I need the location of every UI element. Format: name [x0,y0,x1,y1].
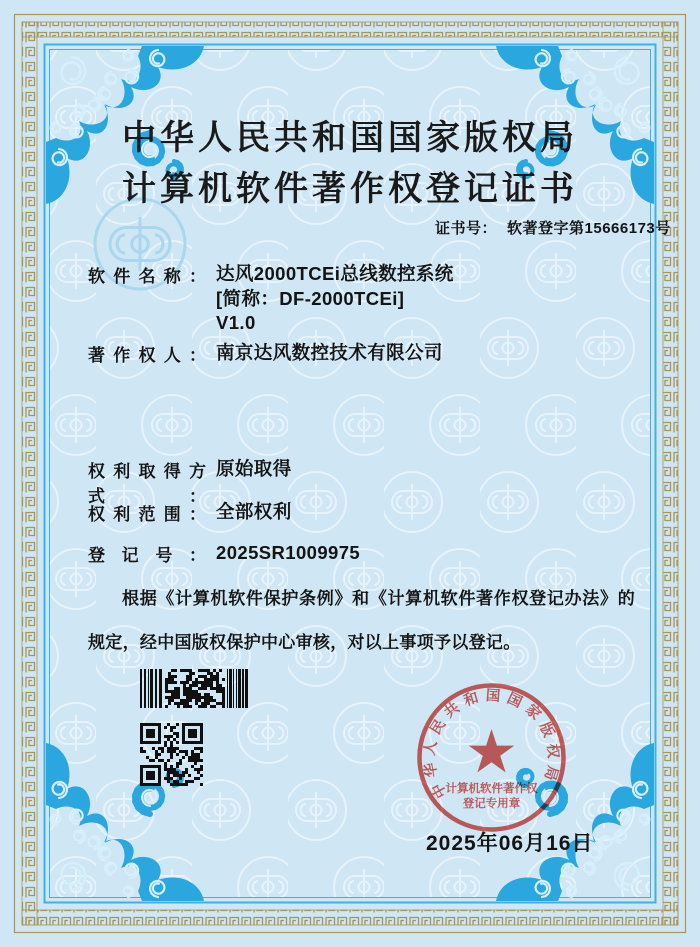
official-red-seal [414,680,569,835]
title-line-2: 计算机软件著作权登记证书 [122,171,578,208]
field-value [216,500,292,525]
field-rights-scope [88,500,292,525]
field-label: 著作权人： [88,346,206,365]
qr-code-icon [140,723,203,786]
barcode-icon [140,669,248,708]
field-registration-number [88,541,360,566]
field-label: 软件名称： [88,267,206,286]
field-value [216,541,360,566]
software-name-line: 达风2000TCEi总线数控系统 [216,263,454,284]
registration-number-value: 2025SR1009975 [216,542,361,563]
field-value [216,262,454,336]
body-paragraph: 根据《计算机软件保护条例》和《计算机软件著作权登记办法》的规定，经中国版权保护中心审核，对以上事项予以登记。 [88,589,635,652]
title-line-1: 中华人民共和国国家版权局 [122,120,578,157]
field-label: 权利取得方式： [88,462,206,506]
field-label: 登记号： [88,546,206,565]
field-value [216,457,292,482]
seal-arc-text: 中华人民共和国国家版权局 [421,687,561,801]
red-star-icon [469,729,515,772]
field-label: 权利范围： [88,505,206,524]
issue-date: 2025年06月16日 [426,832,594,855]
field-copyright-owner [88,341,443,366]
software-version-line: V1.0 [216,312,256,333]
software-short-name-line: [简称：DF-2000TCEi] [216,287,405,309]
field-value [216,341,443,366]
copyright-owner-value: 南京达风数控技术有限公司 [216,342,443,363]
certificate-number [435,217,671,238]
acquisition-method-value: 原始取得 [216,458,292,479]
certificate-number-label: 证书号： [435,220,498,237]
seal-text-line1: 计算机软件著作权 [445,783,538,795]
field-software-name [88,262,454,336]
seal-text-line2: 登记专用章 [462,798,521,810]
certificate-number-value: 软著登字第15666173号 [507,220,671,237]
rights-scope-value: 全部权利 [216,501,292,522]
